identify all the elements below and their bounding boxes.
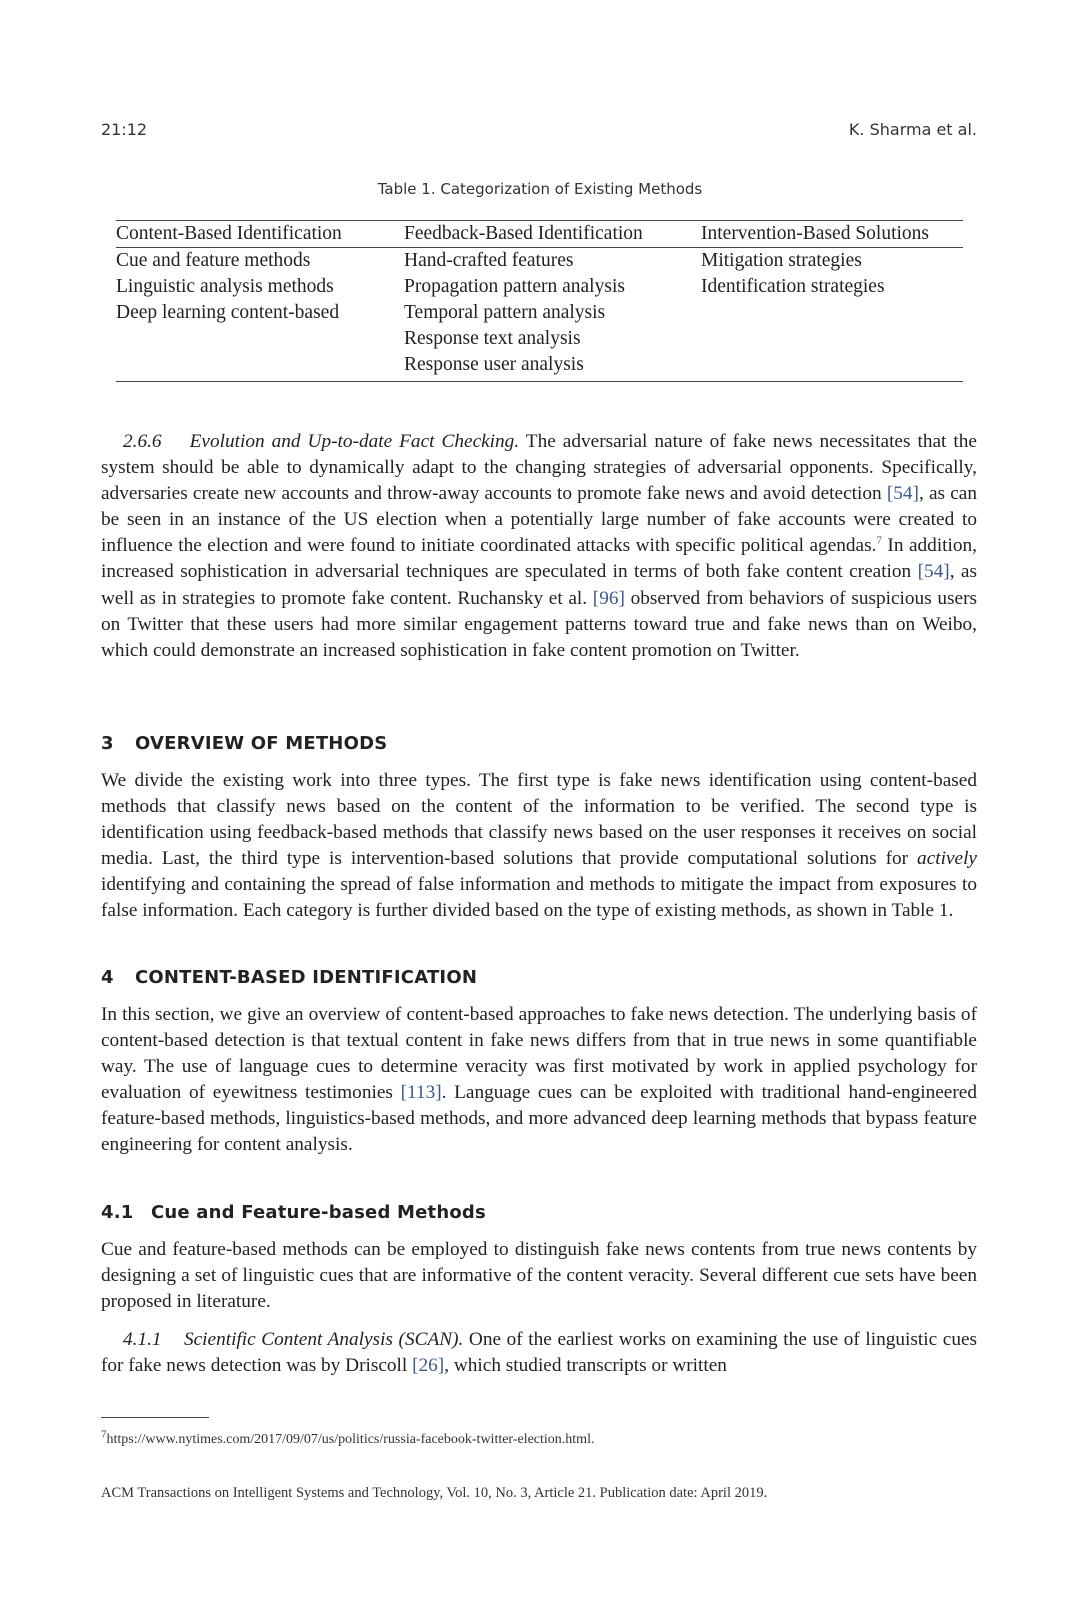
table-cell <box>701 352 963 382</box>
subsubsection-title: Scientific Content Analysis (SCAN). <box>183 1329 464 1350</box>
footnote-divider <box>101 1417 209 1418</box>
footnote <box>101 1428 595 1448</box>
table-row <box>116 248 963 275</box>
author-label: K. Sharma et al. <box>848 120 977 139</box>
table-row <box>116 352 963 382</box>
table-cell: Identification strategies <box>701 276 885 297</box>
table-cell: Hand-crafted features <box>404 250 574 271</box>
citation-link[interactable]: [54] <box>917 561 950 583</box>
footnote-number: 7 <box>101 1428 107 1441</box>
citation-link[interactable]: [96] <box>592 587 625 609</box>
table-cell: Response text analysis <box>404 328 581 349</box>
emphasis: actively <box>917 848 977 870</box>
paragraph: Cue and feature-based methods can be employed to distinguish fake news contents from true news contents by designing a set of linguistic cues that are informative of the content veracity. Several different cue sets have been proposed in literature. <box>101 1239 977 1313</box>
table-row <box>116 300 963 326</box>
paragraph: 4.1.1 Scientific Content Analysis (SCAN). One of the earliest works on examining the use of linguistic cues for fake news detection was by Driscoll [26], which studied transcripts or written <box>101 1329 978 1377</box>
section-4-1-1 <box>101 1327 977 1379</box>
column-header: Intervention-Based Solutions <box>701 223 930 244</box>
table-cell: Linguistic analysis methods <box>116 276 334 297</box>
table-cell: Mitigation strategies <box>701 250 862 271</box>
table-cell: Temporal pattern analysis <box>404 302 606 323</box>
column-header: Content-Based Identification <box>116 223 342 244</box>
subsubsection-number: 2.6.6 <box>123 431 162 452</box>
column-header: Feedback-Based Identification <box>404 223 643 244</box>
table-caption: Table 1. Categorization of Existing Methods <box>377 180 703 198</box>
subsection-heading: 4.1 Cue and Feature-based Methods <box>101 1202 486 1223</box>
footnote-marker[interactable]: 7 <box>876 534 882 547</box>
citation-link[interactable]: [113] <box>400 1082 442 1104</box>
subsubsection-title: Evolution and Up-to-date Fact Checking. <box>189 431 520 452</box>
subsubsection-number: 4.1.1 <box>123 1329 162 1350</box>
citation-link[interactable]: [26] <box>412 1355 445 1377</box>
footnote-url[interactable]: https://www.nytimes.com/2017/09/07/us/politics/russia-facebook-twitter-election.html. <box>106 1432 595 1447</box>
section-4-body <box>101 1002 977 1159</box>
table-cell <box>116 352 404 382</box>
citation-link[interactable]: [54] <box>886 483 919 505</box>
categorization-table <box>116 220 963 382</box>
page-label: 21:12 <box>101 120 148 139</box>
section-3-body <box>101 768 977 925</box>
section-2-6-6 <box>101 429 977 664</box>
table-row <box>116 326 963 352</box>
table-cell <box>701 300 963 326</box>
paragraph: In this section, we give an overview of content-based approaches to fake news detection. The underlying basis of content-based detection is that textual content in fake news differs from that in true news in some quantifiable way. The use of language cues to determine veracity was first motivated by work in applied psychology for evaluation of eyewitness testimonies [113]. Language cues can be exploited with traditional hand-engineered feature-based methods, linguistics-based methods, and more advanced deep learning methods that bypass feature engineering for content analysis. <box>101 1004 977 1156</box>
section-heading: 3 OVERVIEW OF METHODS <box>101 733 388 754</box>
table-cell: Response user analysis <box>404 354 584 375</box>
table-cell: Propagation pattern analysis <box>404 276 625 297</box>
running-header <box>101 120 977 139</box>
table-header-row <box>116 221 963 248</box>
table-cell: Cue and feature methods <box>116 250 311 271</box>
paragraph: We divide the existing work into three types. The first type is fake news identification using content-based methods that classify news based on the content of the information to be verified. The second type is identification using feedback-based methods that classify news based on the user responses it receives on social media. Last, the third type is intervention-based solutions that provide computational solutions for actively identifying and containing the spread of false information and methods to mitigate the impact from exposures to false information. Each category is further divided based on the type of existing methods, as shown in Table 1. <box>101 770 977 922</box>
journal-footer: ACM Transactions on Intelligent Systems and Technology, Vol. 10, No. 3, Article 21. Publication date: April 2019. <box>101 1485 768 1501</box>
section-4-1-body <box>101 1237 977 1315</box>
section-heading: 4 CONTENT-BASED IDENTIFICATION <box>101 967 478 988</box>
table-cell <box>701 326 963 352</box>
table-cell: Deep learning content-based <box>116 302 340 323</box>
table-row <box>116 274 963 300</box>
table-cell <box>116 326 404 352</box>
paragraph: 2.6.6 Evolution and Up-to-date Fact Checking. The adversarial nature of fake news necessitates that the system should be able to dynamically adapt to the changing strategies of adversarial opponents. Specifically, adversaries create new accounts and throw-away accounts to promote fake news and avoid detection [54], as can be seen in an instance of the US election when a potentially large number of fake accounts were created to influence the election and were found to initiate coordinated attacks with specific political agendas.$^7$ In addition, increased sophistication in adversarial techniques are speculated in terms of both fake content creation [54], as well as in strategies to promote fake content. Ruchansky et al. [96] observed from behaviors of suspicious users on Twitter that these users had more similar engagement patterns toward true and fake news than on Weibo, which could demonstrate an increased sophistication in fake content promotion on Twitter. <box>101 431 977 661</box>
